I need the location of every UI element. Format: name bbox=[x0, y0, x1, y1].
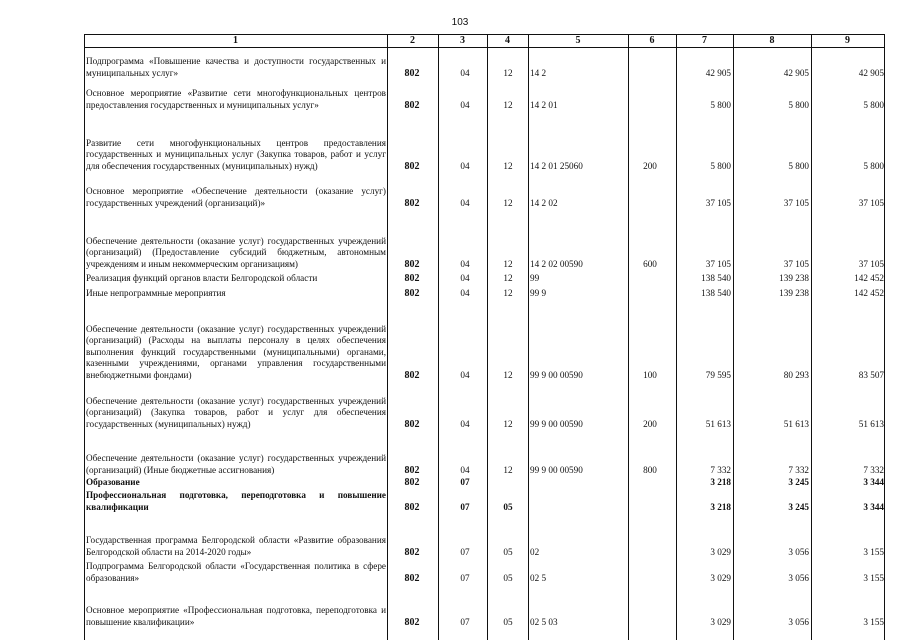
row-name: Обеспечение деятельности (оказание услуг) государственных учреждений (организаций) (Закупка товаров, работ и услуг для обеспечения государственных (муниципальных) нужд) bbox=[86, 395, 386, 429]
cell-col-4: 12 bbox=[503, 464, 513, 475]
cell-col-4: 12 bbox=[503, 99, 513, 110]
cell-col-3: 07 bbox=[460, 572, 470, 583]
cell-col-3: 04 bbox=[460, 418, 470, 429]
cell-col-7: 51 613 bbox=[705, 418, 731, 429]
row-name: Подпрограмма «Повышение качества и доступности государственных и муниципальных услуг» bbox=[86, 56, 386, 78]
cell-col-2: 802 bbox=[404, 464, 420, 476]
cell-col-6: 100 bbox=[643, 369, 657, 380]
cell-col-4: 12 bbox=[503, 258, 513, 269]
cell-col-8: 3 056 bbox=[788, 572, 809, 583]
cell-col-9: 42 905 bbox=[858, 67, 884, 78]
table-row bbox=[84, 319, 885, 381]
cell-col-5: 02 5 03 bbox=[530, 616, 558, 627]
cell-col-9: 37 105 bbox=[858, 258, 884, 269]
cell-col-5: 02 5 bbox=[530, 572, 547, 583]
cell-col-2: 802 bbox=[404, 546, 420, 558]
header-col-3: 3 bbox=[460, 35, 465, 46]
row-name: Основное мероприятие «Развитие сети многофункциональных центров предоставления государственных и муниципальных услуг» bbox=[86, 88, 386, 110]
cell-col-8: 139 238 bbox=[779, 287, 809, 298]
cell-col-4: 05 bbox=[503, 616, 513, 627]
cell-col-4: 12 bbox=[503, 197, 513, 208]
cell-col-6: 600 bbox=[643, 258, 657, 269]
cell-col-9: 142 452 bbox=[854, 287, 884, 298]
cell-col-8: 5 800 bbox=[788, 160, 809, 171]
cell-col-9: 3 155 bbox=[863, 572, 884, 583]
cell-col-5: 14 2 01 bbox=[530, 99, 558, 110]
row-name: Обеспечение деятельности (оказание услуг) государственных учреждений (организаций) (Предоставление субсидий бюджетным, автономным учреждениям и иным некоммерческим организациям) bbox=[86, 235, 386, 269]
cell-col-3: 07 bbox=[460, 501, 470, 512]
cell-col-7: 3 218 bbox=[710, 501, 731, 512]
row-name: Обеспечение деятельности (оказание услуг) государственных учреждений (организаций) (Расходы на выплаты персоналу в целях обеспечения выполнения функций государственными (муниципальными) органами, казенными учреждениями, органами управления государственными внебюджетными фондами) bbox=[86, 323, 386, 380]
table-row bbox=[84, 230, 885, 270]
cell-col-2: 802 bbox=[404, 616, 420, 628]
row-name: Обеспечение деятельности (оказание услуг) государственных учреждений (организаций) (Иные бюджетные ассигнования) bbox=[86, 453, 386, 475]
cell-col-3: 07 bbox=[460, 546, 470, 557]
cell-col-2: 802 bbox=[404, 160, 420, 172]
cell-col-7: 3 029 bbox=[710, 546, 731, 557]
table-row bbox=[84, 271, 885, 284]
cell-col-8: 37 105 bbox=[783, 258, 809, 269]
cell-col-7: 138 540 bbox=[701, 287, 731, 298]
cell-col-9: 3 155 bbox=[863, 546, 884, 557]
cell-col-9: 3 155 bbox=[863, 616, 884, 627]
cell-col-9: 5 800 bbox=[863, 160, 884, 171]
header-col-7: 7 bbox=[702, 35, 707, 46]
cell-col-4: 12 bbox=[503, 287, 513, 298]
cell-col-7: 3 029 bbox=[710, 572, 731, 583]
cell-col-3: 04 bbox=[460, 67, 470, 78]
cell-col-6: 800 bbox=[643, 464, 657, 475]
header-col-9: 9 bbox=[845, 35, 850, 46]
row-name: Основное мероприятие «Обеспечение деятельности (оказание услуг) государственных учреждений (организаций)» bbox=[86, 186, 386, 208]
cell-col-3: 07 bbox=[460, 616, 470, 627]
table-row bbox=[84, 532, 885, 558]
cell-col-9: 142 452 bbox=[854, 272, 884, 283]
cell-col-3: 04 bbox=[460, 197, 470, 208]
cell-col-2: 802 bbox=[404, 67, 420, 79]
cell-col-2: 802 bbox=[404, 272, 420, 284]
table-row bbox=[84, 558, 885, 584]
cell-col-3: 04 bbox=[460, 258, 470, 269]
cell-col-8: 3 056 bbox=[788, 546, 809, 557]
cell-col-9: 7 332 bbox=[863, 464, 884, 475]
cell-col-7: 37 105 bbox=[705, 258, 731, 269]
cell-col-7: 3 029 bbox=[710, 616, 731, 627]
cell-col-5: 14 2 02 bbox=[530, 197, 558, 208]
cell-col-9: 3 344 bbox=[863, 501, 884, 512]
row-name: Развитие сети многофункциональных центров предоставления государственных и муниципальных услуг (Закупка товаров, работ и услуг для обеспечения государственных (муниципальных) нужд) bbox=[86, 137, 386, 171]
cell-col-7: 79 595 bbox=[705, 369, 731, 380]
cell-col-7: 3 218 bbox=[710, 476, 731, 487]
cell-col-8: 3 056 bbox=[788, 616, 809, 627]
header-col-2: 2 bbox=[410, 35, 415, 46]
cell-col-7: 7 332 bbox=[710, 464, 731, 475]
cell-col-8: 3 245 bbox=[788, 476, 809, 487]
cell-col-9: 83 507 bbox=[858, 369, 884, 380]
cell-col-9: 3 344 bbox=[863, 476, 884, 487]
cell-col-5: 99 9 00 00590 bbox=[530, 418, 583, 429]
cell-col-8: 139 238 bbox=[779, 272, 809, 283]
row-name: Основное мероприятие «Профессиональная подготовка, переподготовка и повышение квалификации» bbox=[86, 605, 386, 627]
cell-col-6: 200 bbox=[643, 160, 657, 171]
header-col-8: 8 bbox=[769, 35, 775, 46]
cell-col-9: 37 105 bbox=[858, 197, 884, 208]
cell-col-5: 99 9 00 00590 bbox=[530, 369, 583, 380]
cell-col-3: 04 bbox=[460, 99, 470, 110]
header-bottom-border bbox=[84, 47, 885, 48]
cell-col-4: 05 bbox=[503, 501, 513, 512]
table-row bbox=[84, 450, 885, 476]
cell-col-3: 04 bbox=[460, 287, 470, 298]
cell-col-7: 37 105 bbox=[705, 197, 731, 208]
cell-col-2: 802 bbox=[404, 287, 420, 299]
cell-col-8: 37 105 bbox=[783, 197, 809, 208]
cell-col-4: 12 bbox=[503, 418, 513, 429]
cell-col-3: 04 bbox=[460, 369, 470, 380]
table-row bbox=[84, 602, 885, 628]
cell-col-5: 99 9 bbox=[530, 287, 547, 298]
page-number: 103 bbox=[451, 17, 469, 28]
cell-col-2: 802 bbox=[404, 418, 420, 430]
cell-col-8: 42 905 bbox=[783, 67, 809, 78]
cell-col-2: 802 bbox=[404, 369, 420, 381]
cell-col-4: 12 bbox=[503, 272, 513, 283]
cell-col-2: 802 bbox=[404, 501, 420, 513]
cell-col-5: 99 9 00 00590 bbox=[530, 464, 583, 475]
cell-col-8: 3 245 bbox=[788, 501, 809, 512]
cell-col-9: 51 613 bbox=[858, 418, 884, 429]
cell-col-2: 802 bbox=[404, 476, 420, 488]
cell-col-7: 42 905 bbox=[705, 67, 731, 78]
table-row bbox=[84, 286, 885, 299]
table-row bbox=[84, 390, 885, 430]
cell-col-5: 02 bbox=[530, 546, 540, 557]
cell-col-2: 802 bbox=[404, 258, 420, 270]
cell-col-3: 04 bbox=[460, 160, 470, 171]
table-row bbox=[84, 183, 885, 209]
cell-col-2: 802 bbox=[404, 99, 420, 111]
cell-col-8: 80 293 bbox=[783, 369, 809, 380]
cell-col-3: 07 bbox=[460, 476, 470, 487]
cell-col-4: 12 bbox=[503, 369, 513, 380]
cell-col-4: 12 bbox=[503, 160, 513, 171]
cell-col-5: 99 bbox=[530, 272, 540, 283]
cell-col-4: 12 bbox=[503, 67, 513, 78]
header-col-6: 6 bbox=[649, 35, 655, 46]
cell-col-4: 05 bbox=[503, 572, 513, 583]
cell-col-2: 802 bbox=[404, 197, 420, 209]
row-name: Образование bbox=[86, 476, 140, 487]
cell-col-7: 138 540 bbox=[701, 272, 731, 283]
cell-col-7: 5 800 bbox=[710, 99, 731, 110]
header-col-4: 4 bbox=[505, 35, 510, 46]
cell-col-7: 5 800 bbox=[710, 160, 731, 171]
row-name: Государственная программа Белгородской области «Развитие образования Белгородской области на 2014-2020 годы» bbox=[86, 535, 386, 557]
row-name: Иные непрограммные мероприятия bbox=[86, 287, 226, 298]
cell-col-4: 05 bbox=[503, 546, 513, 557]
row-name: Подпрограмма Белгородской области «Государственная политика в сфере образования» bbox=[86, 561, 386, 583]
cell-col-8: 5 800 bbox=[788, 99, 809, 110]
table-row bbox=[84, 85, 885, 111]
cell-col-3: 04 bbox=[460, 272, 470, 283]
header-col-5: 5 bbox=[575, 35, 581, 46]
row-name: Профессиональная подготовка, переподготовка и повышение квалификации bbox=[86, 490, 386, 512]
budget-table bbox=[84, 34, 885, 640]
table-row bbox=[84, 132, 885, 172]
table-row bbox=[84, 487, 885, 513]
cell-col-5: 14 2 bbox=[530, 67, 547, 78]
cell-col-8: 51 613 bbox=[783, 418, 809, 429]
cell-col-2: 802 bbox=[404, 572, 420, 584]
header-col-1: 1 bbox=[233, 35, 238, 46]
cell-col-8: 7 332 bbox=[788, 464, 809, 475]
cell-col-5: 14 2 02 00590 bbox=[530, 258, 583, 269]
row-name: Реализация функций органов власти Белгородской области bbox=[86, 272, 318, 283]
cell-col-9: 5 800 bbox=[863, 99, 884, 110]
cell-col-3: 04 bbox=[460, 464, 470, 475]
cell-col-6: 200 bbox=[643, 418, 657, 429]
cell-col-5: 14 2 01 25060 bbox=[530, 160, 583, 171]
table-row bbox=[84, 53, 885, 79]
